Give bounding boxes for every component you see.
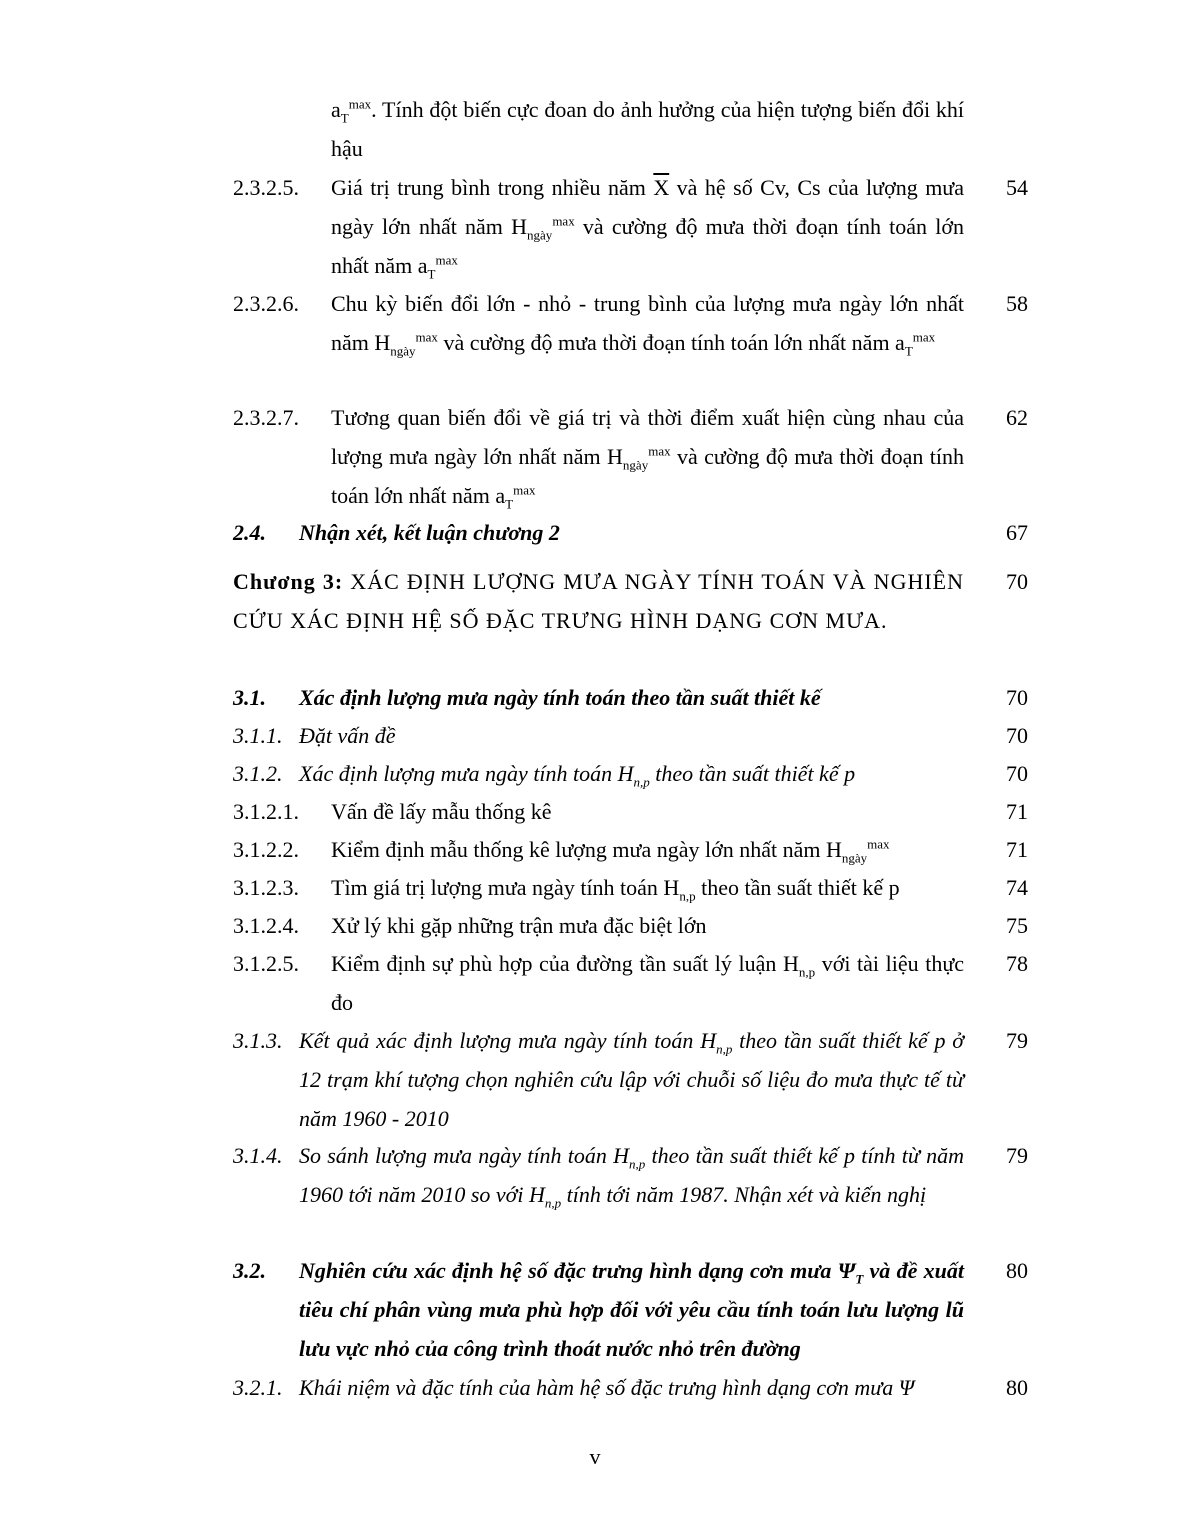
toc-page-number: 75 [1006,913,1028,938]
toc-page-number: 71 [1006,799,1028,824]
toc-page-number: 74 [1006,875,1028,900]
toc-entry-number: 3.1.2. [233,761,283,786]
toc-entry-text: Kiểm định mẫu thống kê lượng mưa ngày lớn nhất năm $H_{ngày}^{max}$ [331,836,890,866]
toc-entry-number: 3.1.2.5. [233,951,299,976]
toc-page-number: 78 [1006,951,1028,976]
toc-entry-text: Kiểm định sự phù hợp của đường tần suất lý luận $H_{n,p}$ với tài liệu thực đo [331,951,965,1015]
toc-entry-text: $a_T^{max}$. Tính đột biến cực đoan do ảnh hưởng của hiện tượng biến đổi khí hậu [331,96,964,161]
toc-entry-text: Khái niệm và đặc tính của hàm hệ số đặc trưng hình dạng cơn mưa Ψ [299,1375,915,1400]
toc-entry-number: 3.1. [233,685,266,710]
toc-entry-text: Xác định lượng mưa ngày tính toán theo tần suất thiết kế [299,685,821,710]
toc-page-number: 80 [1006,1375,1028,1400]
toc-page-number: 70 [1006,685,1028,710]
toc-page-number: 79 [1006,1143,1028,1168]
toc-entry-number: 3.1.2.1. [233,799,299,824]
toc-page-number: 71 [1006,837,1028,862]
page-footer-number: v [589,1444,601,1469]
toc-entry-text: Đặt vấn đề [299,723,396,748]
toc-page-number: 58 [1006,291,1028,316]
toc-entry-number: 3.1.2.2. [233,837,299,862]
toc-entry-text: Vấn đề lấy mẫu thống kê [331,799,552,824]
toc-entry-text: Nhận xét, kết luận chương 2 [299,520,560,545]
toc-page-number: 70 [1006,723,1028,748]
toc-entry-text: Chương 3: XÁC ĐỊNH LƯỢNG MƯA NGÀY TÍNH TOÁN VÀ NGHIÊN CỨU XÁC ĐỊNH HỆ SỐ ĐẶC TRƯNG HÌNH DẠNG CƠN MƯA. [233,569,964,633]
toc-page-number: 62 [1006,405,1028,430]
toc-page-number: 54 [1006,175,1028,200]
toc-entry-text: Chu kỳ biến đổi lớn - nhỏ - trung bình của lượng mưa ngày lớn nhất năm $H_{ngày}^{max}$ và cường độ mưa thời đoạn tính toán lớn nhất năm $a_T^{max}$ [331,291,964,359]
toc-entry-text: Kết quả xác định lượng mưa ngày tính toán $H_{n,p}$ theo tần suất thiết kế p ở 12 trạm khí tượng chọn nghiên cứu lập với chuỗi số liệu đo mưa thực tế từ năm 1960 - 2010 [299,1028,965,1131]
toc-entry-number: 2.3.2.6. [233,291,299,316]
toc-entry-number: 3.1.2.3. [233,875,299,900]
toc-entry-text: So sánh lượng mưa ngày tính toán $H_{n,p}$ theo tần suất thiết kế p tính từ năm 1960 tới năm 2010 so với $H_{n,p}$ tính tới năm 1987. Nhận xét và kiến nghị [299,1143,964,1211]
toc-entry-number: 3.1.3. [233,1028,283,1053]
toc-entry-number: 2.3.2.7. [233,405,299,430]
toc-entry-text: Giá trị trung bình trong nhiều năm $\overline{X}$ và hệ số Cv, Cs của lượng mưa ngày lớn nhất năm $H_{ngày}^{max}$ và cường độ mưa thời đoạn tính toán lớn nhất năm $a_T^{max}$ [331,175,965,282]
toc-entry-number: 3.1.4. [233,1143,283,1168]
toc-entry-text: Nghiên cứu xác định hệ số đặc trưng hình dạng cơn mưa $\Psi_T$ và đề xuất tiêu chí phân vùng mưa phù hợp đối với yêu cầu tính toán lưu lượng lũ lưu vực nhỏ của công trình thoát nước nhỏ trên đường [299,1258,964,1361]
toc-page-number: 70 [1006,569,1028,594]
toc-entry-number: 3.1.1. [233,723,283,748]
toc-entry-number: 3.2.1. [233,1375,283,1400]
toc-entry-text: Xử lý khi gặp những trận mưa đặc biệt lớn [331,913,707,938]
toc-entry-number: 3.1.2.4. [233,913,299,938]
toc-entry-text: Xác định lượng mưa ngày tính toán $H_{n,p}$ theo tần suất thiết kế p [299,761,856,790]
toc-entry-text: Tìm giá trị lượng mưa ngày tính toán $H_{n,p}$ theo tần suất thiết kế p [331,875,900,904]
toc-entry-number: 3.2. [233,1258,266,1283]
toc-entry-text: Tương quan biến đổi về giá trị và thời điểm xuất hiện cùng nhau của lượng mưa ngày lớn nhất năm $H_{ngày}^{max}$ và cường độ mưa thời đoạn tính toán lớn nhất năm $a_T^{max}$ [331,405,964,512]
toc-page-number: 67 [1006,520,1028,545]
toc-page-number: 80 [1006,1258,1028,1283]
toc-page-number: 79 [1006,1028,1028,1053]
toc-entry-number: 2.3.2.5. [233,175,299,200]
toc-page-number: 70 [1006,761,1028,786]
toc-entry-number: 2.4. [233,520,266,545]
